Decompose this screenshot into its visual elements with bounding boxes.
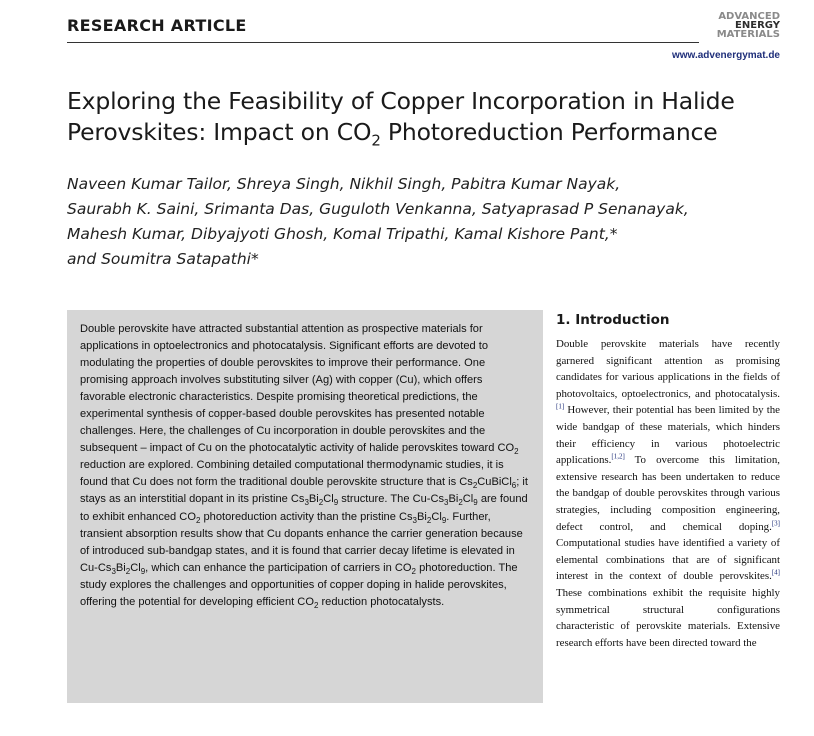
author-line: Mahesh Kumar, Dibyajyoti Ghosh, Komal Tripathi, Kamal Kishore Pant,* [67,225,618,243]
abstract-run: Double perovskite have attracted substantial attention as prospective materials for applications in optoelectronics and photocatalysis. Significant efforts are devoted to modulating the properties of double perovskites to improve their performance. One promising approach involves substituting silver (Ag) with copper (Cu), which offers favorable electronic characteristics. Despite promising theoretical predictions, the experimental synthesis of copper-based double perovskites has presented notable challenges. Here, the challenges of Cu incorporation in double perovskites and the subsequent – impact of Cu on the photocatalytic activity of halide perovskites toward CO [80,323,515,455]
body-run: Double perovskite materials have recently garnered significant attention as promising candidates for various applications in the fields of photovoltaics, optoelectronics, and photocatalysis. [556,338,780,400]
subscript: 3 [111,566,116,576]
abstract-run: Cl [130,561,141,574]
abstract-run: reduction are explored. Combining detailed computational thermodynamic studies, it is found that Cu does not form the traditional double perovskite structure that is Cs [80,459,504,489]
section-heading-introduction: 1. Introduction [556,312,670,328]
abstract-run: Cl [323,493,334,506]
subscript: 3 [304,498,309,508]
subscript: 2 [313,600,319,610]
subscript: 2 [125,566,131,576]
article-type-label: RESEARCH ARTICLE [67,16,247,35]
subscript: 9 [333,498,339,508]
author-line: and Soumitra Satapathi* [67,250,259,268]
subscript: 3 [444,498,449,508]
body-run: Computational studies have identified a variety of elemental combinations that are of significant interest in the context of double perovskites. [556,537,780,583]
subscript: 2 [318,498,324,508]
subscript: 9 [441,515,447,525]
journal-logo-line: MATERIALS [716,29,780,40]
subscript: 3 [412,515,417,525]
abstract-run: Cl [462,493,474,506]
abstract-run: Bi [448,493,459,506]
abstract-run: photoreduction activity than the pristine Cs [200,510,413,523]
subscript: 2 [514,447,519,457]
subscript: 9 [140,566,146,576]
abstract-run: photoreduction. The study explores the challenges and opportunities of copper doping in halide perovskites, offering the potential for developing efficient CO [80,561,518,608]
title-line: Perovskites: Impact on CO [67,118,372,146]
subscript: 2 [426,515,432,525]
journal-logo-line: ENERGY [735,20,780,31]
abstract-run: , which can enhance the participation of carriers in CO [145,561,412,574]
title-line: Photoreduction Performance [380,118,718,146]
abstract-run: reduction photocatalysts. [318,595,445,608]
abstract-run: Bi [417,510,427,523]
author-list [67,172,767,272]
title-line: Exploring the Feasibility of Copper Incorporation in Halide [67,87,735,115]
subscript: 2 [371,131,381,150]
body-run: However, their potential has been limited by the wide bandgap of these materials, which hinders their efficiency in various photoelectric applications. [556,404,780,467]
journal-url-link[interactable]: www.advenergymat.de [672,50,780,61]
article-title [67,86,787,157]
journal-logo-line: ADVANCED [718,11,780,22]
abstract-run: Bi [115,561,126,574]
author-line: Saurabh K. Saini, Srimanta Das, Guguloth Venkanna, Satyaprasad P Senanayak, [67,200,689,218]
abstract-run: ; it stays as an interstitial dopant in its pristine Cs [80,476,528,506]
abstract-run: . Further, transient absorption results show that Cu dopants enhance the carrier generation because of introduced sub-bandgap states, and it is found that carrier decay lifetime is elevated in Cu-Cs [80,510,523,574]
abstract-box [67,310,543,703]
reference-link[interactable]: [1] [556,402,565,411]
subscript: 9 [473,498,478,508]
author-line: Naveen Kumar Tailor, Shreya Singh, Nikhil Singh, Pabitra Kumar Nayak, [67,175,621,193]
header-rule [67,42,699,43]
journal-logo [702,12,780,39]
reference-link[interactable]: [4] [771,568,780,577]
subscript: 2 [458,498,463,508]
subscript: 2 [472,481,478,491]
abstract-run: Cl [431,510,442,523]
body-run: These combinations exhibit the requisite highly symmetrical structural configurations characteristic of perovskite materials. Extensive research efforts have been directed toward the [556,586,780,649]
abstract-text [80,321,530,611]
body-run: To overcome this limitation, extensive research has been undertaken to reduce the bandgap of double perovskites through various strategies, including composition engineering, defect control, and chemical doping. [556,454,780,533]
subscript: 2 [195,515,201,525]
introduction-text [556,336,780,651]
abstract-run: are found to exhibit enhanced CO [80,493,528,523]
abstract-run: Bi [308,493,319,506]
reference-link[interactable]: [1,2] [611,452,625,461]
reference-link[interactable]: [3] [771,518,780,527]
subscript: 6 [511,481,517,491]
subscript: 2 [411,566,416,576]
abstract-run: CuBiCl [477,476,512,489]
abstract-run: structure. The Cu-Cs [338,493,445,506]
